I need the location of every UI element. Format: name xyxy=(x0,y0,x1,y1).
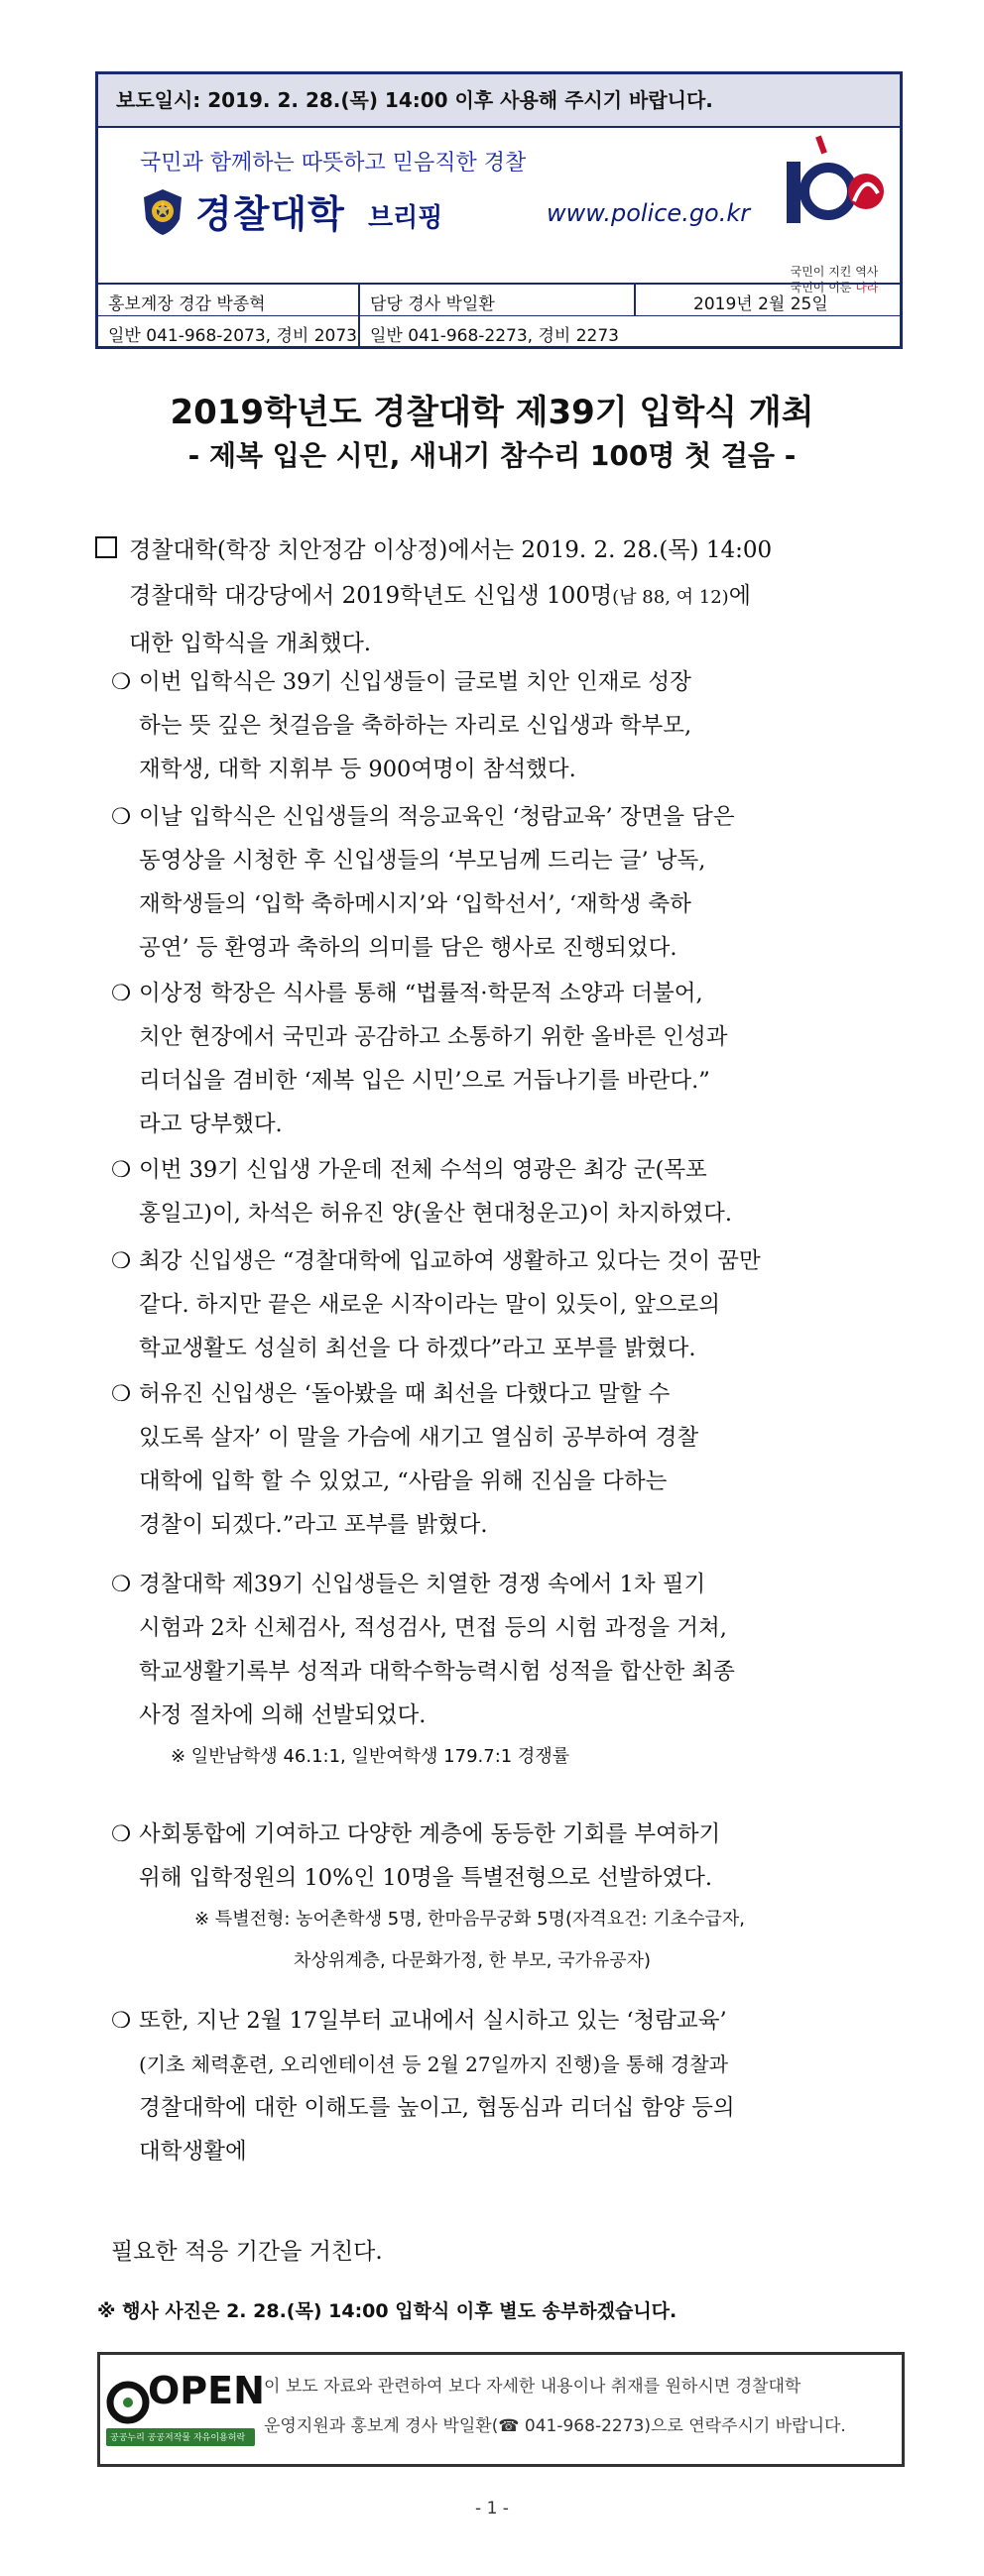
paragraph-line: 학교생활도 성실히 최선을 다 하겠다”라고 포부를 밝혔다. xyxy=(139,1336,696,1361)
paragraph-line: 홍일고)이, 차석은 허유진 양(울산 현대청운고)이 차지하였다. xyxy=(139,1201,733,1227)
paragraph-line: 공연’ 등 환영과 축하의 의미를 담은 행사로 진행되었다. xyxy=(139,935,677,961)
paragraph xyxy=(111,1999,901,2173)
paragraph-line: 허유진 신입생은 ‘돌아봤을 때 최선을 다했다고 말할 수 xyxy=(139,1381,671,1407)
photo-note: ※ 행사 사진은 2. 28.(목) 14:00 입학식 이후 별도 송부하겠습니다. xyxy=(97,2300,677,2322)
paragraph xyxy=(111,972,901,1146)
paragraph-line: 이상정 학장은 식사를 통해 “법률적·학문적 소양과 더불어, xyxy=(139,981,703,1006)
open-logo-text: OPEN xyxy=(148,2369,265,2412)
lead-line xyxy=(129,573,899,621)
open-logo-sub: 공공누리 공공저작물 자유이용허락 xyxy=(110,2433,246,2443)
contact-table xyxy=(98,283,900,348)
notice-line: 이 보도 자료와 관련하여 보다 자세한 내용이나 취재를 원하시면 경찰대학 xyxy=(264,2377,801,2397)
paragraph-line: 치안 현장에서 국민과 공감하고 소통하기 위한 올바른 인성과 xyxy=(139,1024,728,1050)
paragraph-line: 경찰대학에 대한 이해도를 높이고, 협동심과 리더십 함양 등의 xyxy=(139,2095,735,2121)
paragraph-line: 경찰이 되겠다.”라고 포부를 밝혔다. xyxy=(139,1512,488,1538)
pr-manager: 홍보계장 경감 박종혁 xyxy=(108,294,266,314)
notice-line: 운영지원과 홍보계 경사 박일환(☎ 041-968-2273)으로 연락주시기 바랍니다. xyxy=(264,2416,846,2436)
paragraph-line: 경찰대학 제39기 신입생들은 치열한 경쟁 속에서 1차 필기 xyxy=(139,1572,706,1597)
article-subtitle: - 제복 입은 시민, 새내기 참수리 100명 첫 걸음 - xyxy=(187,439,797,472)
logo-caption-2b: 나라 xyxy=(855,281,879,294)
paragraph-line: 있도록 살자’ 이 말을 가슴에 새기고 열심히 공부하여 경찰 xyxy=(139,1425,699,1451)
paragraph-line: 사회통합에 기여하고 다양한 계층에 동등한 기회를 부여하기 xyxy=(139,1821,721,1847)
paragraph-line: 위해 입학정원의 10%인 10명을 특별전형으로 선발하였다. xyxy=(139,1865,712,1891)
paragraph-line: (기초 체력훈련, 오리엔테이션 등 2월 27일까지 진행)을 통해 경찰과 xyxy=(139,2052,728,2076)
paragraph-line: 대학에 입학 할 수 있었고, “사람을 위해 진심을 다하는 xyxy=(139,1468,668,1494)
circle-bullet-icon: ❍ xyxy=(111,981,132,1006)
paragraph-line: 이번 입학식은 39기 신입생들이 글로벌 치안 인재로 성장 xyxy=(139,669,691,695)
brand-subtitle: 브리핑 xyxy=(368,203,443,233)
officer-phone: 일반 041-968-2273, 경비 2273 xyxy=(370,326,619,346)
special-admission-note-2: 차상위계층, 다문화가정, 한 부모, 국가유공자) xyxy=(294,1950,652,1971)
paragraph-line: 같다. 하지만 끝은 새로운 시작이라는 말이 있듯이, 앞으로의 xyxy=(139,1292,721,1318)
paragraph xyxy=(111,1372,901,1547)
circle-bullet-icon: ❍ xyxy=(111,1248,132,1274)
divider xyxy=(98,315,900,316)
paragraph-line: 사정 절차에 의해 선발되었다. xyxy=(139,1702,427,1728)
paragraph-line: 이날 입학식은 신입생들의 적응교육인 ‘청람교육’ 장면을 담은 xyxy=(139,804,735,830)
paragraph-line: 재학생, 대학 지휘부 등 900여명이 참석했다. xyxy=(139,757,576,782)
logo-caption-1: 국민이 지킨 역사 xyxy=(790,265,879,279)
lead-line-2b: (남 88, 여 12) xyxy=(612,587,729,608)
lead-line-2c: 에 xyxy=(728,583,751,609)
article-title: 2019학년도 경찰대학 제39기 입학식 개최 xyxy=(170,393,814,432)
circle-bullet-icon: ❍ xyxy=(111,1157,132,1183)
officer: 담당 경사 박일환 xyxy=(370,294,495,314)
lead-line: 대한 입학식을 개최했다. xyxy=(129,631,372,656)
paragraph-line: 시험과 2차 신체검사, 적성검사, 면접 등의 시험 과정을 거쳐, xyxy=(139,1615,727,1641)
slogan: 국민과 함께하는 따뜻하고 믿음직한 경찰 xyxy=(140,151,527,176)
logo-caption-2a: 국민이 이룬 xyxy=(790,281,856,294)
paragraph-line: 동영상을 시청한 후 신입생들의 ‘부모님께 드리는 글’ 낭독, xyxy=(139,848,706,874)
paragraph-line: 하는 뜻 깊은 첫걸음을 축하하는 자리로 신입생과 학부모, xyxy=(139,713,692,739)
circle-bullet-icon: ❍ xyxy=(111,669,132,695)
competition-note: ※ 일반남학생 46.1:1, 일반여학생 179.7:1 경쟁률 xyxy=(171,1746,570,1767)
circle-bullet-icon: ❍ xyxy=(111,1821,132,1847)
paragraph xyxy=(111,1148,901,1235)
paragraph xyxy=(111,795,901,970)
police-badge-icon xyxy=(140,187,185,237)
paragraph xyxy=(111,660,901,791)
paragraph-line: 라고 당부했다. xyxy=(139,1112,283,1137)
release-date: 2019년 2월 25일 xyxy=(693,294,828,314)
paragraph xyxy=(111,1813,901,1900)
circle-bullet-icon: ❍ xyxy=(111,2008,132,2034)
paragraph xyxy=(111,1563,901,1737)
paragraph-line: 대학생활에 xyxy=(139,2139,247,2165)
special-admission-note: ※ 특별전형: 농어촌학생 5명, 한마음무궁화 5명(자격요건: 기초수급자, xyxy=(194,1909,745,1930)
contact-notice xyxy=(264,2367,899,2446)
embargo-banner xyxy=(98,74,900,128)
website-link[interactable]: www.police.go.kr xyxy=(547,199,751,227)
paragraph xyxy=(111,1239,901,1370)
lead-line: 경찰대학(학장 치안정감 이상정)에서는 2019. 2. 28.(목) 14:00 xyxy=(129,537,773,563)
paragraph-line: 최강 신입생은 “경찰대학에 입교하여 생활하고 있다는 것이 꿈만 xyxy=(139,1248,761,1274)
paragraph-line: 리더십을 겸비한 ‘제복 입은 시민’으로 거듭나기를 바란다.” xyxy=(139,1068,710,1094)
pr-manager-phone: 일반 041-968-2073, 경비 2073 xyxy=(108,326,357,346)
circle-bullet-icon: ❍ xyxy=(111,1572,132,1597)
press-header xyxy=(95,71,903,349)
circle-bullet-icon: ❍ xyxy=(111,804,132,830)
circle-bullet-icon: ❍ xyxy=(111,1381,132,1407)
closing-line: 필요한 적응 기간을 거친다. xyxy=(111,2239,383,2265)
open-license-box xyxy=(97,2352,905,2467)
brand-name: 경찰대학 xyxy=(195,192,345,236)
checkbox-square-icon xyxy=(95,536,117,558)
embargo-text: 보도일시: 2019. 2. 28.(목) 14:00 이후 사용해 주시기 바랍니다. xyxy=(116,88,713,112)
anniversary-100-logo xyxy=(779,132,890,257)
paragraph-line: 재학생들의 ‘입학 축하메시지’와 ‘입학선서’, ‘재학생 축하 xyxy=(139,891,691,917)
divider xyxy=(634,285,636,316)
lead-line-2a: 경찰대학 대강당에서 2019학년도 신입생 100명 xyxy=(129,583,613,609)
lead-paragraph xyxy=(129,527,899,666)
paragraph-line: 학교생활기록부 성적과 대학수학능력시험 성적을 합산한 최종 xyxy=(139,1659,735,1685)
page-number: - 1 - xyxy=(475,2499,509,2518)
paragraph-line: 또한, 지난 2월 17일부터 교내에서 실시하고 있는 ‘청람교육’ xyxy=(139,2008,727,2034)
paragraph-line: 이번 39기 신입생 가운데 전체 수석의 영광은 최강 군(목포 xyxy=(139,1157,707,1183)
